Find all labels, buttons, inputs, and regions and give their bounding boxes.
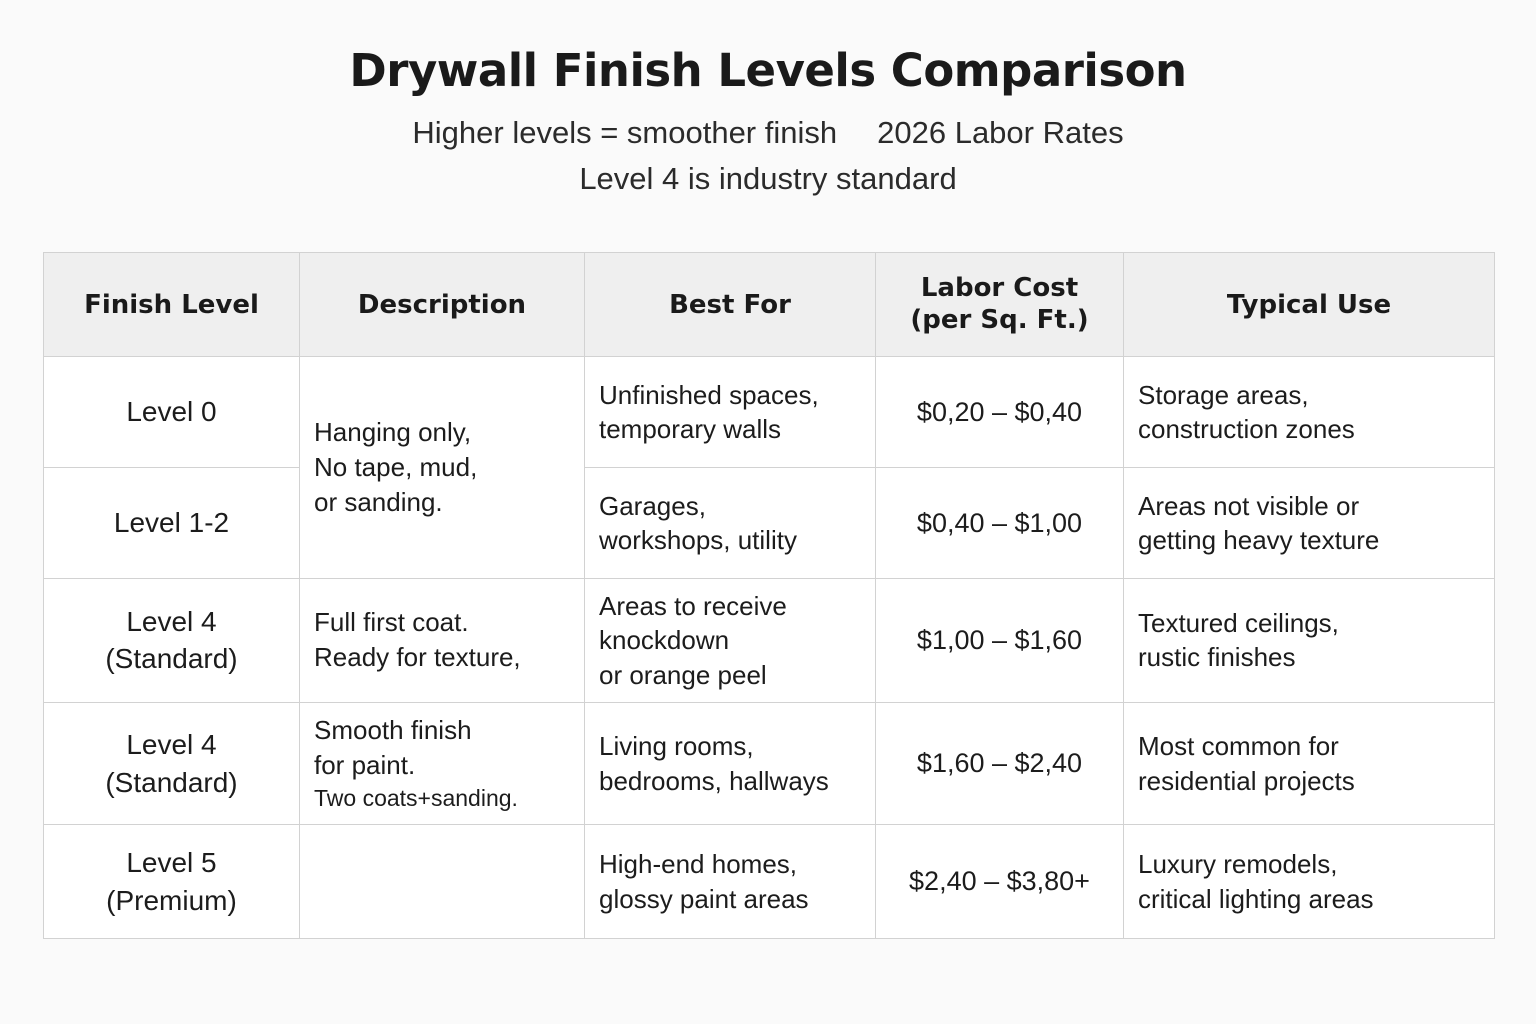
cell-typical-use [1124, 579, 1495, 703]
table-row [44, 579, 1495, 703]
cell-typical-use [1124, 825, 1495, 939]
cell-labor-cost: $2,40 – $3,80+ [876, 825, 1124, 939]
labor-cost-line-1: Labor Cost [920, 272, 1079, 303]
cell-finish-level [44, 579, 300, 703]
description-line-2: No tape, mud, [314, 451, 478, 482]
column-header-description: Description [300, 253, 585, 357]
finish-level-line-1: Level 0 [126, 396, 217, 428]
table-header [44, 253, 1495, 357]
subtitle-line-2: Level 4 is industry standard [579, 161, 957, 196]
cell-typical-use [1124, 702, 1495, 824]
cell-finish-level [44, 825, 300, 939]
column-header-best-for: Best For [585, 253, 876, 357]
cell-typical-use [1124, 468, 1495, 579]
typical-use-line-1: Textured ceilings, [1138, 608, 1339, 639]
best-for-line-2: glossy paint areas [599, 883, 809, 914]
cell-description [300, 702, 585, 824]
best-for-line-3: or orange peel [599, 659, 767, 690]
typical-use-line-2: critical lighting areas [1138, 883, 1374, 914]
cell-best-for [585, 468, 876, 579]
finish-level-line-1: Level 4 [126, 729, 217, 761]
description-line-2: for paint. [314, 750, 416, 781]
finish-level-line-1: Level 4 [126, 606, 217, 638]
column-header-labor-cost [876, 253, 1124, 357]
finish-level-line-1: Level 5 [126, 847, 217, 879]
cell-finish-level [44, 468, 300, 579]
best-for-line-1: Living rooms, [599, 731, 754, 762]
table-row [44, 357, 1495, 468]
best-for-line-1: High-end homes, [599, 849, 797, 880]
cell-finish-level [44, 702, 300, 824]
cell-description [300, 357, 585, 579]
cell-labor-cost: $0,40 – $1,00 [876, 468, 1124, 579]
page-title: Drywall Finish Levels Comparison [349, 44, 1187, 97]
comparison-table-wrapper [43, 252, 1494, 939]
table-header-row [44, 253, 1495, 357]
subtitle-line-1 [0, 115, 1536, 151]
column-header-finish-level: Finish Level [44, 253, 300, 357]
typical-use-line-1: Most common for [1138, 731, 1339, 762]
column-header-typical-use: Typical Use [1124, 253, 1495, 357]
typical-use-line-1: Areas not visible or [1138, 490, 1360, 521]
cell-description [300, 825, 585, 939]
table-row [44, 468, 1495, 579]
cell-labor-cost: $0,20 – $0,40 [876, 357, 1124, 468]
best-for-line-1: Garages, [599, 490, 706, 521]
cell-description [300, 579, 585, 703]
finish-level-line-1: Level 1-2 [113, 507, 230, 539]
best-for-line-2: temporary walls [599, 414, 782, 444]
best-for-line-2: workshops, utility [599, 525, 797, 555]
subtitle-right: 2026 Labor Rates [877, 115, 1124, 150]
best-for-line-1: Unfinished spaces, [599, 379, 819, 410]
description-line-3: or sanding. [314, 487, 443, 518]
cell-best-for [585, 579, 876, 703]
subtitle-left: Higher levels = smoother finish [412, 115, 838, 150]
cell-labor-cost: $1,00 – $1,60 [876, 579, 1124, 703]
cell-best-for [585, 702, 876, 824]
best-for-line-2: knockdown [599, 625, 730, 656]
cell-best-for [585, 825, 876, 939]
typical-use-line-2: construction zones [1138, 414, 1355, 444]
typical-use-line-1: Storage areas, [1138, 379, 1309, 410]
description-line-2: Ready for texture, [314, 642, 521, 673]
best-for-line-1: Areas to receive [599, 591, 787, 621]
description-line-3: Two coats+sanding. [314, 785, 518, 812]
description-line-1: Smooth finish [314, 714, 472, 745]
comparison-table [43, 252, 1495, 939]
table-body [44, 357, 1495, 939]
typical-use-line-2: rustic finishes [1138, 642, 1296, 673]
cell-labor-cost: $1,60 – $2,40 [876, 702, 1124, 824]
description-line-1: Hanging only, [314, 416, 472, 447]
finish-level-line-2: (Standard) [105, 766, 238, 798]
cell-best-for [585, 357, 876, 468]
typical-use-line-2: residential projects [1138, 765, 1355, 796]
finish-level-line-2: (Premium) [106, 884, 237, 916]
table-row [44, 825, 1495, 939]
labor-cost-line-2: (per Sq. Ft.) [910, 304, 1089, 335]
finish-level-line-2: (Standard) [105, 643, 238, 675]
description-line-1: Full first coat. [314, 607, 469, 638]
table-row [44, 702, 1495, 824]
cell-finish-level [44, 357, 300, 468]
typical-use-line-2: getting heavy texture [1138, 525, 1380, 555]
best-for-line-2: bedrooms, hallways [599, 765, 829, 796]
cell-typical-use [1124, 357, 1495, 468]
typical-use-line-1: Luxury remodels, [1138, 849, 1338, 880]
